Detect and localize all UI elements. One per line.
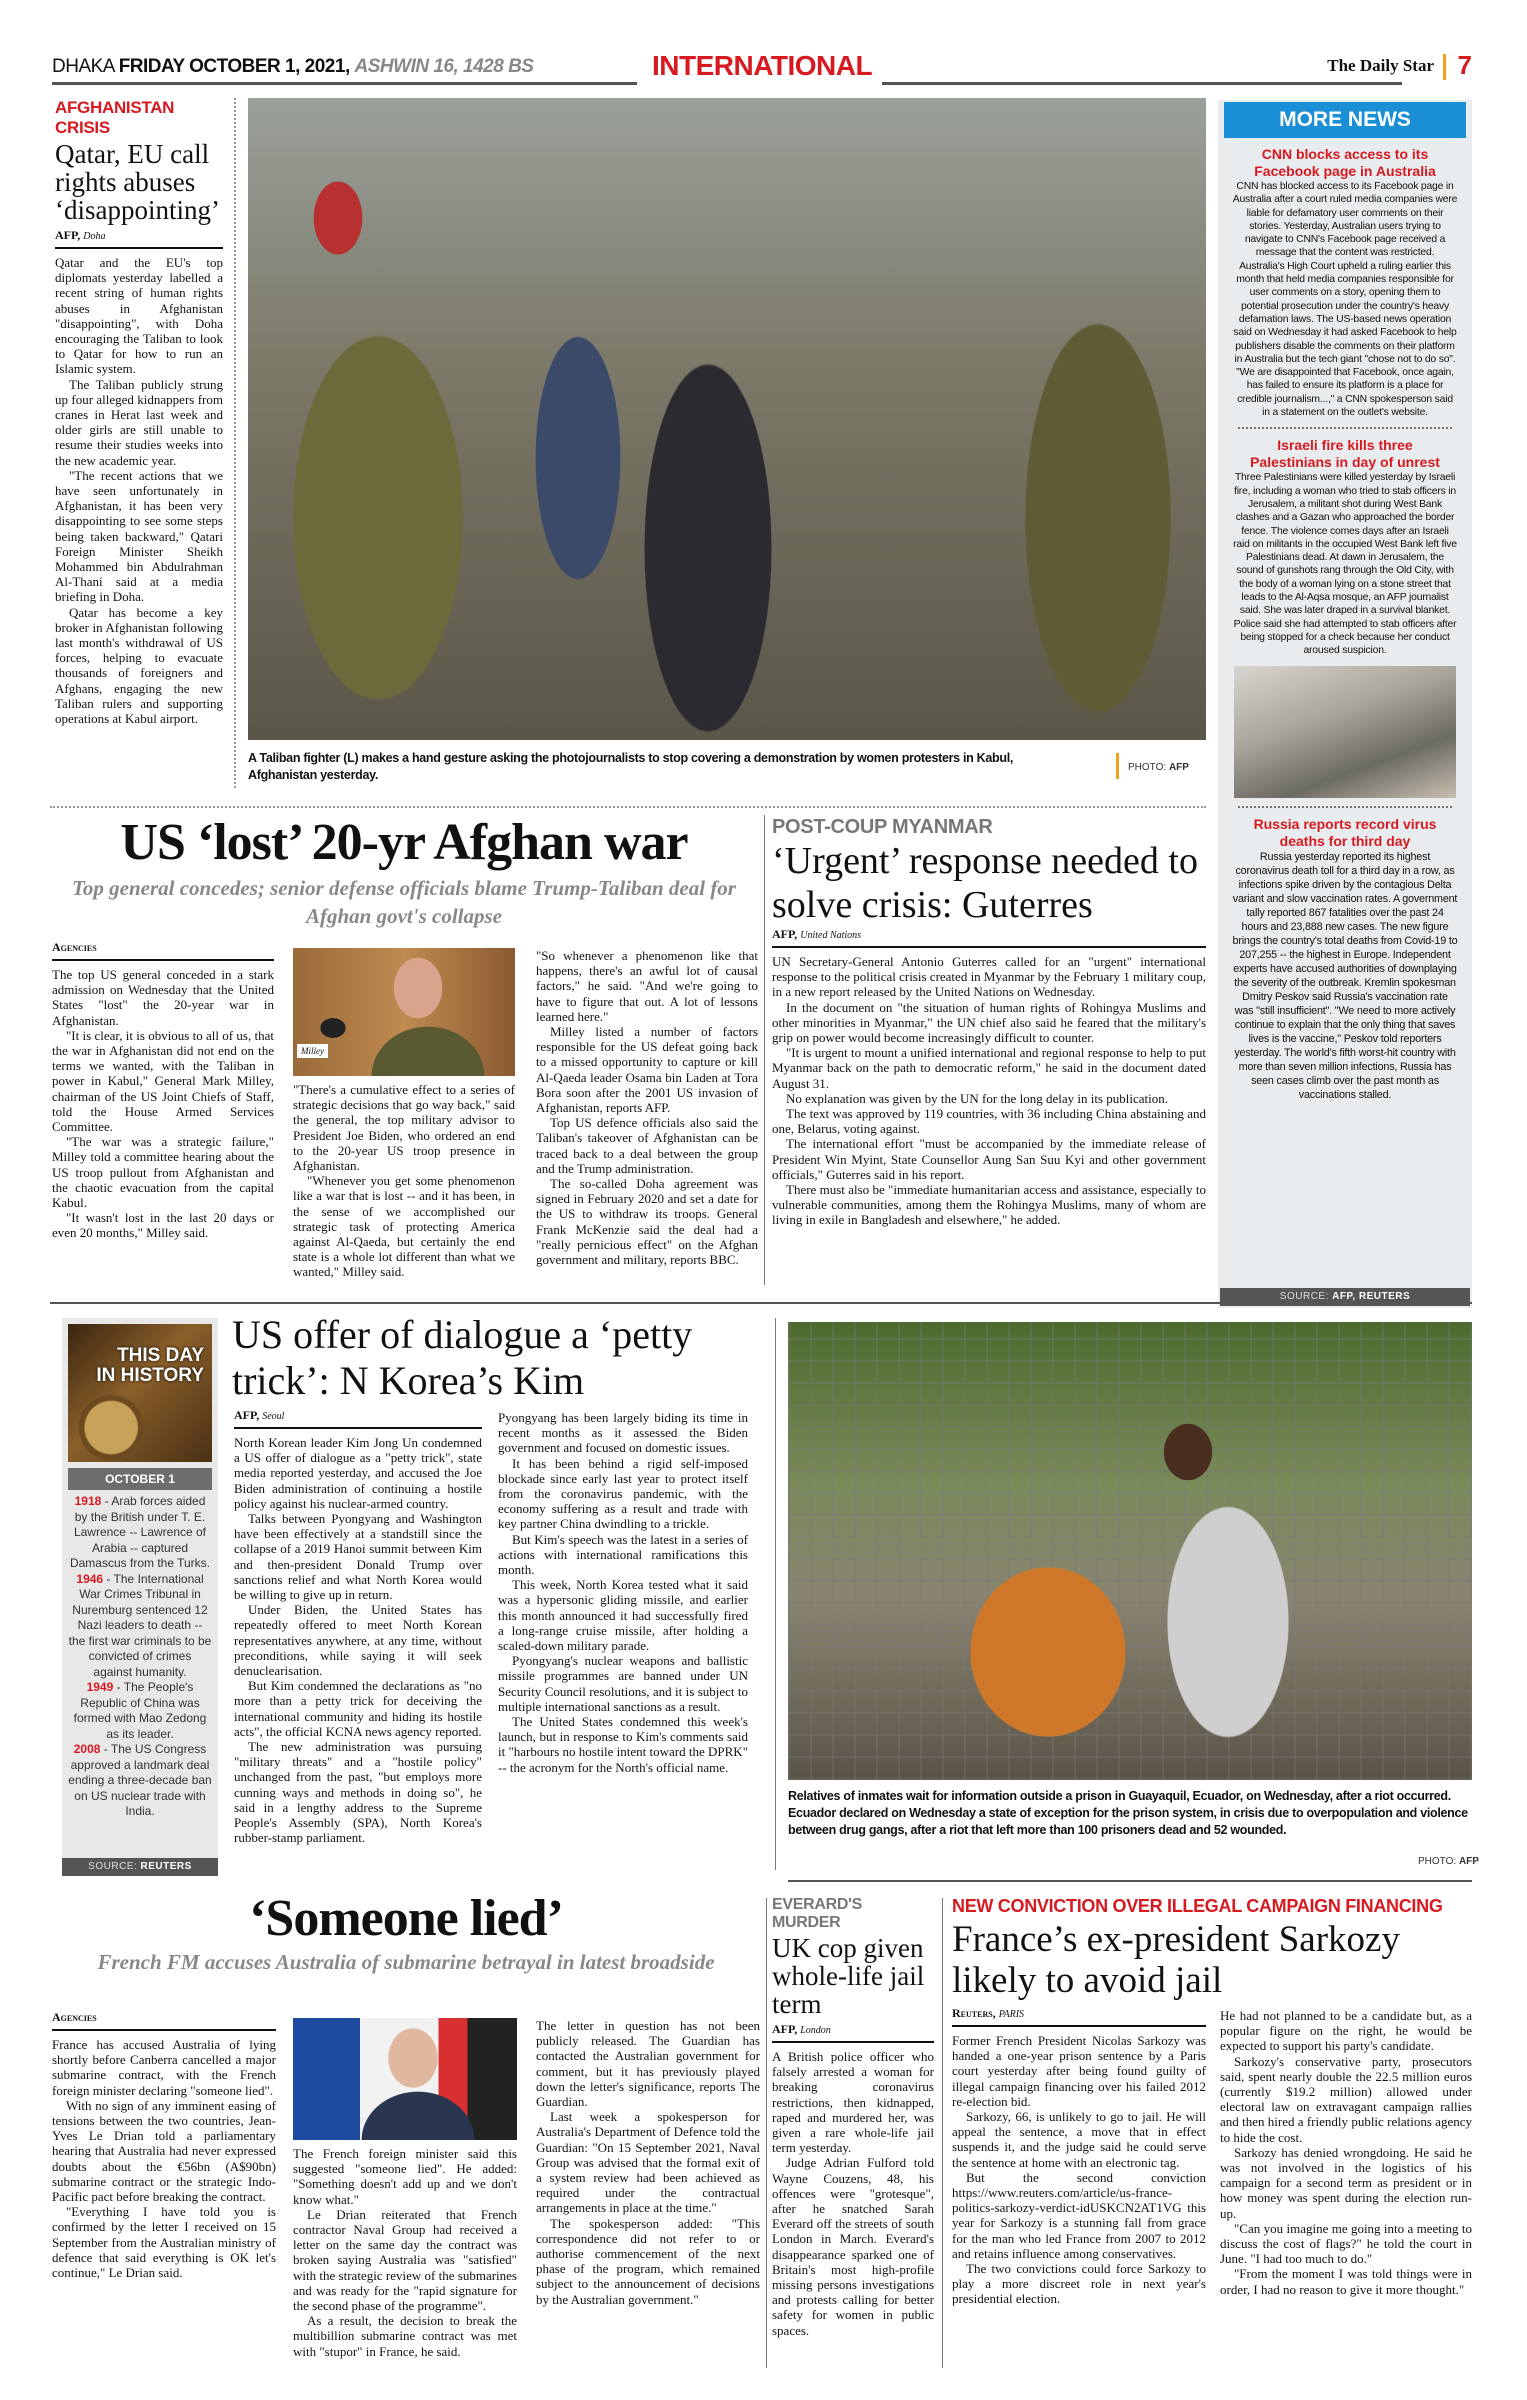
article-body [55, 255, 223, 726]
more-news-title: MORE NEWS [1224, 102, 1466, 138]
column-divider [775, 1318, 776, 1870]
paragraph: Under Biden, the United States has repeatedly offered to meet North Korean representatives anywhere, at any time, without preconditions, while saying it will seek denuclearisation. [234, 1602, 482, 1679]
more-news-sidebar [1218, 100, 1472, 1308]
byline: Agencies [52, 2010, 276, 2031]
paragraph: "It is clear, it is obvious to all of us, that the war in Afghanistan did not end on the terms we wanted, with the Taliban in power in Kabul," General Mark Milley, chairman of the US Joint Chiefs of Staff, told the House Armed Services Committee. [52, 1027, 274, 1135]
article-body-column [498, 1410, 748, 1775]
article-headline: UK cop given whole-life jail term [772, 1933, 925, 2019]
israel-unrest-photo [1234, 666, 1456, 798]
separator [1238, 806, 1452, 808]
article-body [772, 954, 1206, 1228]
paragraph: The top US general conceded in a stark admission on Wednesday that the United States "lost" the 20-year war in Afghanistan. [52, 967, 274, 1028]
article-north-korea-kim [232, 1312, 764, 1874]
history-event: 1946 - The International War Crimes Tribunal in Nuremburg sentenced 12 Nazi leaders to death -- the first war criminals to be convicted of crimes against humanity. [68, 1571, 212, 1679]
history-title: THIS DAY IN HISTORY [96, 1345, 204, 1386]
paragraph: "The recent actions that we have seen unfortunately in Afghanistan, it has been very disappointing to see some steps being taken backward," Qatari Foreign Minister Sheikh Mohammed bin Abdulrahman Al-Thani said at a media briefing in Doha. [55, 467, 223, 605]
paragraph: Talks between Pyongyang and Washington have been effectively at a standstill since the collapse of a 2019 Hanoi summit between Kim and then-president Donald Trump over sanctions relief and what North Korea would be willing to give up in return. [234, 1511, 482, 1603]
article-headline: Qatar, EU call rights abuses ‘disappointing’ [55, 139, 220, 225]
byline: AFP, Doha [55, 228, 223, 249]
paragraph: Pyongyang has been largely biding its time in recent months as it assessed the Biden government and focused on domestic issues. [498, 1410, 748, 1456]
paragraph: With no sign of any imminent easing of tensions between the two countries, Jean-Yves Le Drian told a parliamentary hearing that Australia had never expressed doubts about the €56bn (A$90bn) submarine contract or the strategic Indo-Pacific pact before breaking the contract. [52, 2097, 276, 2205]
paragraph: The letter in question has not been publicly released. The Guardian has contacted the Australian government for comment, but it has previously played down the letter's significance, reports The Guardian. [536, 2018, 760, 2110]
paragraph: Last week a spokesperson for Australia's Department of Defence told the Guardian: "On 15 September 2021, Naval Group was advised that the formal exit of a system review had been achieved as required under the contractual arrangements in place at the time." [536, 2109, 760, 2216]
bangla-date: ASHWIN 16, 1428 BS [354, 56, 534, 77]
paragraph: The so-called Doha agreement was signed in February 2020 and set a date for the US to withdraw its troops. General Frank McKenzie said the deal had a "really pernicious effect" on the Afghan government and military, reports BBC. [536, 1176, 758, 1268]
byline: AFP, United Nations [772, 927, 1206, 948]
section-title: INTERNATIONAL [652, 50, 873, 81]
paragraph: Qatar has become a key broker in Afghanistan following last month's withdrawal of US forces, helping to evacuate thousands of foreigners and Afghans, engaging the new Taliban rulers and supporting operations at Kabul airport. [55, 604, 223, 727]
article-headline: ‘Someone lied’ [249, 1890, 563, 1947]
history-event: 1949 - The People's Republic of China was formed with Mao Zedong as its leader. [73, 1680, 207, 1741]
page-header [52, 50, 1472, 86]
header-rule [882, 82, 1402, 85]
source-bar: SOURCE: REUTERS [62, 1858, 218, 1876]
paragraph: It has been behind a rigid self-imposed blockade since early last year to protect itself from the coronavirus pandemic, with the economy suffering as a result and trade with key partner China dwindling to a trickle. [498, 1455, 748, 1532]
page-number: 7 [1457, 50, 1472, 80]
article-sarkozy [952, 1896, 1472, 2386]
article-body-column [952, 2033, 1206, 2307]
city: DHAKA [52, 56, 114, 77]
paragraph: Sarkozy's conservative party, prosecutors said, spent nearly double the 22.5 million euros (currently $19.2 million) allowed under electoral law on extravagant campaign rallies and then hired a friendly public relations agency to hide the cost. [1220, 2053, 1472, 2145]
article-everard-murder [772, 1896, 934, 2376]
paragraph: Former French President Nicolas Sarkozy was handed a one-year prison sentence by a Paris court yesterday after being found guilty of illegal campaign financing over his failed 2012 re-election bid. [952, 2033, 1206, 2109]
paragraph: But the second conviction https://www.reuters.com/article/us-france-politics-sarkozy-verdict-idUSKCN2AT1VG this year for Sarkozy is a stunning fall from grace for the man who led France from 2007 to 2012 and retains influence among conservatives. [952, 2169, 1206, 2261]
article-body-column [234, 1435, 482, 1845]
byline: Agencies [52, 940, 274, 961]
le-drian-photo [293, 2018, 517, 2140]
article-us-lost-afghan-war [50, 812, 758, 1292]
ecuador-prison-photo [788, 1322, 1472, 1780]
paragraph: Le Drian reiterated that French contractor Naval Group had received a letter on the same day the contract was broken saying Australia was "satisfied" with the strategic review of the submarines and was ready for the "rapid signature for the second phase of the programme". [293, 2206, 517, 2314]
article-headline: France’s ex-president Sarkozy likely to avoid jail [952, 1919, 1400, 2001]
photo-caption: A Taliban fighter (L) makes a hand gesture asking the photojournalists to stop covering a demonstration by women protesters in Kabul, Afghanistan yesterday. [248, 751, 1014, 782]
article-headline: ‘Urgent’ response needed to solve crisis: Guterres [772, 840, 1198, 926]
paragraph: Milley listed a number of factors responsible for the US defeat going back to a missed opportunity to capture or kill Al-Qaeda leader Osama bin Laden at Tora Bora soon after the 2001 US invasion of Afghanistan, reports AFP. [536, 1024, 758, 1116]
section-divider [788, 1880, 1472, 1882]
paragraph: In the document on "the situation of human rights of Rohingya Muslims and other minorities in Myanmar," the UN chief also said he feared that the military's grip on power would become increasingly difficult to counter. [772, 999, 1206, 1046]
paragraph: "It wasn't lost in the last 20 days or even 20 months," Milley said. [52, 1210, 274, 1241]
header-rule [52, 82, 637, 85]
article-body-column [536, 948, 758, 1267]
paragraph: Sarkozy, 66, is unlikely to go to jail. He will appeal the sentence, a move that in effect suspends it, and the judge said he could serve the sentence at home with an electronic tag. [952, 2109, 1206, 2170]
paragraph: "It is urgent to mount a unified international and regional response to help to put Myanmar back on the path to democratic reform," he said in the document dated August 31. [772, 1045, 1206, 1091]
article-body-column [52, 967, 274, 1241]
nameplate: Milley [297, 1044, 328, 1058]
paragraph: No explanation was given by the UN for the long delay in its publication. [786, 1090, 1168, 1106]
article-subhead: Top general concedes; senior defense officials blame Trump-Taliban deal for Afghan govt's collapse [72, 876, 736, 928]
article-body [772, 2049, 934, 2338]
paragraph: UN Secretary-General Antonio Guterres called for an "urgent" international response to the political crisis created in Myanmar by the February 1 military coup, in a new report released by the United Nations on Wednesday. [772, 954, 1206, 1000]
paragraph: "Whenever you get some phenomenon like a war that is lost -- and it has been, in the sense of we accomplished our strategic task of protecting America against Al-Qaeda, but certainly the end state is a whole lot different than what we wanted," Milley said. [293, 1173, 515, 1280]
article-headline: US offer of dialogue a ‘petty trick’: N Korea’s Kim [232, 1312, 693, 1403]
article-body-column [1220, 2008, 1472, 2297]
article-kicker: AFGHANISTAN CRISIS [55, 98, 175, 137]
column-divider [234, 98, 236, 788]
paragraph: "So whenever a phenomenon like that happens, there's an awful lot of causal factors," he said. "And we're going to have to figure that out. A lot of lessons learned here." [536, 948, 758, 1024]
article-someone-lied [50, 1890, 762, 2390]
masthead-logo: The Daily Star [1327, 56, 1434, 75]
news-brief-headline: Israeli fire kills three Palestinians in day of unrest [1250, 437, 1440, 471]
paragraph: This week, North Korea tested what it said was a hypersonic gliding missile, and earlier this month announced it had successfully fired a long-range cruise missile, after holding a scaled-down military parade. [498, 1577, 748, 1654]
section-divider [50, 806, 1206, 808]
paragraph: "Can you imagine me going into a meeting to discuss the cost of flags?" he told the court in June. "I had too much to do." [1220, 2220, 1472, 2267]
paragraph: North Korean leader Kim Jong Un condemned a US offer of dialogue as a "petty trick", state media reported yesterday, and accused the Joe Biden administration of continuing a hostile policy against his nuclear-armed country. [234, 1435, 482, 1511]
column-divider [942, 1898, 943, 2368]
section-divider [50, 1302, 1472, 1304]
paragraph: Judge Adrian Fulford told Wayne Couzens, 48, his offences were "grotesque", after he snatched Sarah Everard off the streets of south London in March. Everard's disappearance sparked one of Britain's most high-profile missing persons investigations and protests calling for better safety for women in public spaces. [772, 2155, 934, 2338]
article-body-column [293, 1082, 515, 1280]
paragraph: "The war was a strategic failure," Milley told a committee hearing about the US troop pullout from Afghanistan and the chaotic evacuation from the capital Kabul. [52, 1134, 274, 1211]
photo-credit: PHOTO: AFP [1128, 762, 1189, 773]
column-divider [766, 1898, 767, 2368]
column-divider [764, 815, 765, 1285]
article-kicker: POST-COUP MYANMAR [772, 816, 993, 838]
news-brief-headline: Russia reports record virus deaths for third day [1253, 815, 1437, 849]
article-body-column [52, 2037, 276, 2280]
news-brief-headline: CNN blocks access to its Facebook page in Australia [1254, 146, 1436, 179]
history-event: 2008 - The US Congress approved a landmark deal ending a three-decade ban on US nuclear trade with India. [68, 1742, 212, 1818]
taliban-kabul-photo [248, 98, 1206, 740]
article-body-column [293, 2146, 517, 2359]
article-myanmar-guterres [772, 816, 1206, 1292]
paragraph: The two convictions could force Sarkozy to play a more discreet role in next year's presidential election. [952, 2261, 1206, 2307]
paragraph: The Taliban publicly strung up four alleged kidnappers from cranes in Herat last week and older girls are still unable to resume their studies weeks into the new academic year. [55, 376, 223, 468]
milley-photo [293, 948, 515, 1076]
header-accent-bar [1443, 54, 1446, 80]
paragraph: He had not planned to be a candidate but, as a popular figure on the right, he would be expected to support his party's candidate. [1220, 2008, 1472, 2054]
paragraph: The French foreign minister said this suggested "someone lied". He added: "Something doesn't add up and we don't know what." [293, 2146, 517, 2207]
paragraph: Qatar and the EU's top diplomats yesterday labelled a recent string of human rights abuses in Afghanistan "disappointing", with Doha encouraging the Taliban to look to Qatar for how to run an Islamic system. [55, 255, 223, 377]
news-brief-body: Russia yesterday reported its highest coronavirus death toll for a third day in a row, as infections spike driven by the contagious Delta variant and slow vaccination rates. A government tally reported 867 fatalities over the past 24 hours and 23,888 new cases. The new figure brings the country's total deaths from Covid-19 to 207,255 -- the highest in Europe. Independent experts have accused authorities of downplaying the severity of the outbreak. Kremlin spokesman Dmitry Peskov said Russia's vaccination rate was "still insufficient". "We need to more actively continue to explain that the only thing that saves lives is the vaccine," Peskov told reporters yesterday. The world's fifth worst-hit country with more than seven million infections, Russia has seen cases climb over the past month as vaccinations stalled. [1232, 850, 1458, 1101]
issue-date: FRIDAY OCTOBER 1, 2021, [118, 56, 350, 77]
paragraph: But Kim's speech was the latest in a series of actions with international ramifications this month. [498, 1531, 748, 1578]
photo-caption: Relatives of inmates wait for information outside a prison in Guayaquil, Ecuador, on Wednesday, after a riot occurred. Ecuador declared on Wednesday a state of exception for the prison system, in crisis due to overpopulation and violence between drug gangs, after a riot that left more than 100 prisoners dead and 52 wounded. [788, 1789, 1468, 1837]
byline: AFP, London [772, 2022, 934, 2043]
paragraph: But Kim condemned the declarations as "no more than a petty trick for deceiving the international community and hiding its hostile acts", the official KCNA news agency reported. [234, 1678, 482, 1739]
article-subhead: French FM accuses Australia of submarine betrayal in latest broadside [97, 1950, 715, 1974]
paragraph: There must also be "immediate humanitarian access and assistance, especially to vulnerable communities, among them the Rohingya Muslims, many of whom are living in exile in Bangladesh and elsewhere," he added. [772, 1182, 1206, 1228]
source-bar: SOURCE: AFP, REUTERS [1220, 1288, 1470, 1306]
paragraph: The new administration was pursuing "military threats" and a "hostile policy" unchanged from the past, "but employs more cunning ways and methods in doing so", he said in a lengthy address to the Supreme People's Assembly (SPA), North Korea's rubber-stamp parliament. [234, 1739, 482, 1846]
paragraph: The text was approved by 119 countries, with 36 including China abstaining and one, Belarus, voting against. [772, 1106, 1206, 1137]
article-headline: US ‘lost’ 20-yr Afghan war [120, 814, 688, 871]
compass-map-illustration [68, 1324, 212, 1462]
paragraph: The United States condemned this week's launch, but in response to Kim's comments said it "harbours no hostile intent toward the DPRK" -- the acronym for the North's official name. [498, 1714, 748, 1775]
dateline-header [52, 56, 533, 78]
paragraph: The international effort "must be accompanied by the immediate release of President Win Myint, State Counsellor Aung San Suu Kyi and other government officials," Guterres said in his report. [772, 1136, 1206, 1182]
news-brief-body: CNN has blocked access to its Facebook page in Australia after a court ruled media companies were liable for defamatory user comments on their stories. Yesterday, Australian users trying to navigate to CNN's Facebook page received a message that the content was restricted. Australia's High Court upheld a ruling earlier this month that held media companies responsible for user comments on a story, opening them to potential prosecution under the country's heavy defamation laws. The US-based news operation said on Wednesday it had asked Facebook to help publishers disable the comments on their platform in Australia but the tech giant "chose not to do so". "We are disappointed that Facebook, once again, has failed to ensure its platform is a place for credible journalism...," a CNN spokesperson said in a statement on the outlet's website. [1232, 181, 1458, 419]
paragraph: "There's a cumulative effect to a series of strategic decisions that go way back," said the general, the top military advisor to President Joe Biden, who ordered an end to the 20-year US troop presence in Afghanistan. [293, 1082, 515, 1174]
photo-credit: PHOTO: AFP [1418, 1856, 1479, 1867]
separator [1238, 427, 1452, 429]
article-kicker: EVERARD'S MURDER [772, 1896, 863, 1931]
article-body-column [536, 2018, 760, 2307]
credit-bar [1116, 753, 1119, 779]
paragraph: The spokesperson added: "This correspondence did not refer to or authorise commencement of the next phase of the program, which remained subject to the announcement of decisions by the Australian government." [536, 2215, 760, 2307]
paragraph: "From the moment I was told things were in order, I had no reason to give it more thought." [1220, 2266, 1472, 2297]
paragraph: France has accused Australia of lying shortly before Canberra cancelled a major submarine contract, with the French foreign minister declaring "someone lied". [52, 2037, 276, 2098]
paragraph: Sarkozy has denied wrongdoing. He said he was not involved in the logistics of his campaign for a second term as president or in how money was spent during the election run-up. [1220, 2144, 1472, 2221]
paragraph: Pyongyang's nuclear weapons and ballistic missile programmes are banned under UN Security Council resolutions, and it is subject to multiple international sanctions as a result. [498, 1653, 748, 1714]
history-event: 1918 - Arab forces aided by the British under T. E. Lawrence -- Lawrence of Arabia -- captured Damascus from the Turks. [69, 1494, 211, 1570]
history-date: OCTOBER 1 [68, 1468, 212, 1490]
byline: Reuters, PARIS [952, 2006, 1206, 2027]
paragraph: "Everything I have told you is confirmed by the letter I received on 15 September from the Australian ministry of defence that said everything is OK let's continue," Le Drian said. [52, 2204, 276, 2281]
byline: AFP, Seoul [234, 1408, 482, 1429]
article-kicker: NEW CONVICTION OVER ILLEGAL CAMPAIGN FINANCING [952, 1896, 1443, 1916]
article-qatar-eu [55, 98, 223, 790]
paragraph: As a result, the decision to break the multibillion submarine contract was met with "stupor" in France, he said. [293, 2313, 517, 2359]
this-day-in-history-box [62, 1318, 218, 1876]
news-brief-body: Three Palestinians were killed yesterday by Israeli fire, including a woman who tried to stab officers in Jerusalem, a militant shot during West Bank clashes and a Gazan who approached the border fence. The violence comes days after an Israeli raid on militants in the occupied West Bank left five Palestinians dead. At dawn in Jerusalem, the sound of gunshots rang through the Old City, with the body of a woman lying on a stone street that leads to the Al-Aqsa mosque, an AFP journalist said. She was later draped in a survival blanket. Police said she had attempted to stab officers after being stopped for a check because her conduct aroused suspicion. [1233, 472, 1457, 657]
paragraph: A British police officer who falsely arrested a woman for breaking coronavirus restrictions, then kidnapped, raped and murdered her, was given a rare whole-life jail term yesterday. [772, 2049, 934, 2156]
paragraph: Top US defence officials also said the Taliban's takeover of Afghanistan can be traced back to a deal between the group and the Trump administration. [536, 1115, 758, 1176]
